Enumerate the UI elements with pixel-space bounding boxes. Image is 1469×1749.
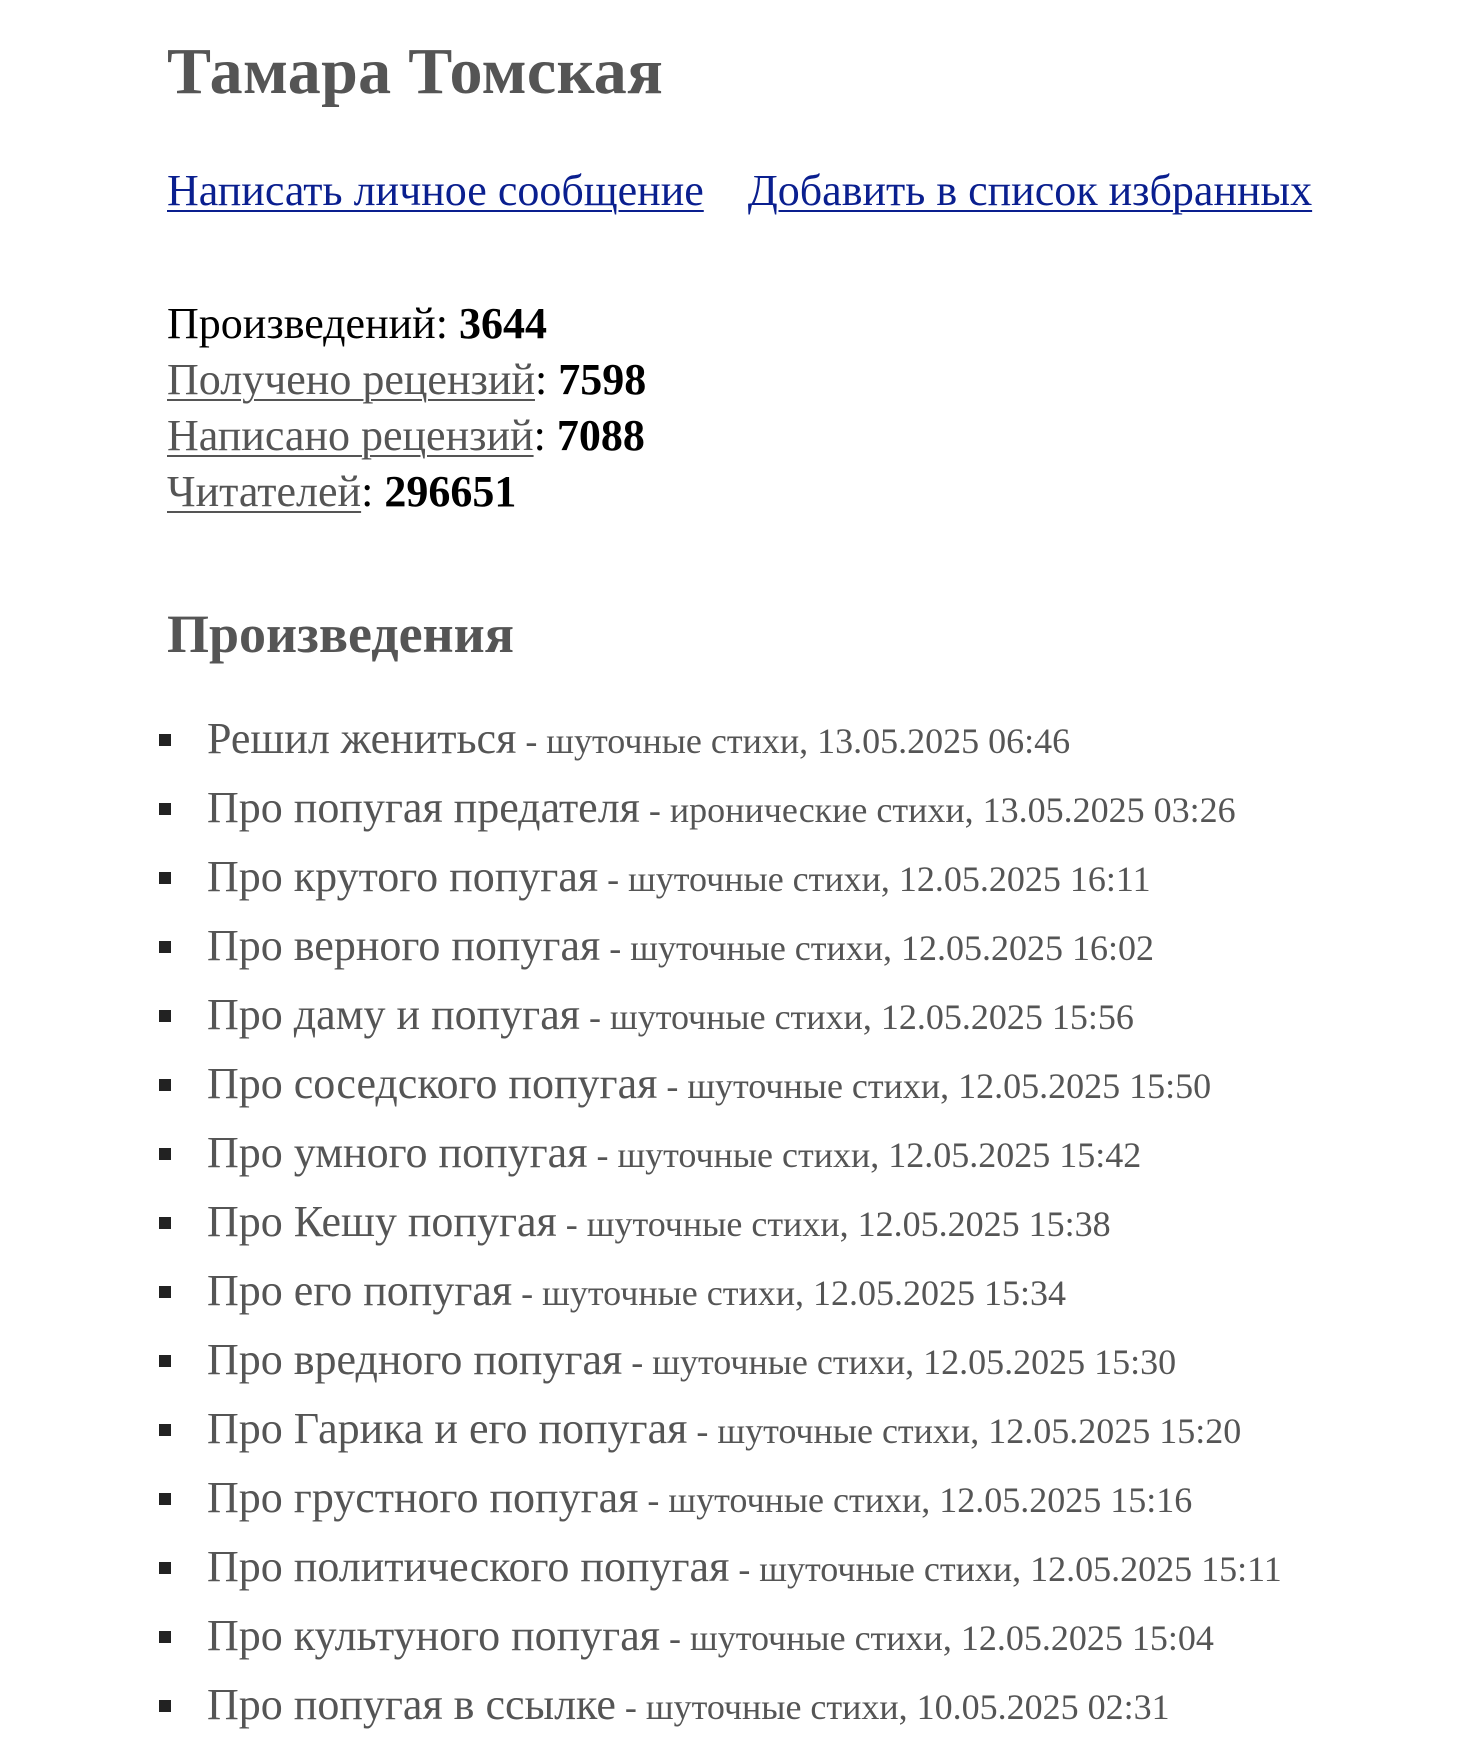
author-stats xyxy=(167,296,1447,520)
list-item xyxy=(155,1187,1447,1256)
reviews-received-link[interactable]: Получено рецензий xyxy=(167,355,535,404)
list-item xyxy=(155,704,1447,773)
author-page xyxy=(167,0,1447,1739)
work-meta: - иронические стихи, 13.05.2025 03:26 xyxy=(639,790,1236,830)
author-actions xyxy=(167,164,1447,218)
list-item xyxy=(155,842,1447,911)
bullet-icon xyxy=(159,803,171,815)
work-meta: - шуточные стихи, 12.05.2025 15:11 xyxy=(729,1549,1282,1589)
work-meta: - шуточные стихи, 13.05.2025 06:46 xyxy=(516,721,1071,761)
bullet-icon xyxy=(159,1079,171,1091)
readers-link[interactable]: Читателей xyxy=(167,467,362,516)
work-meta: - шуточные стихи, 12.05.2025 15:16 xyxy=(638,1480,1193,1520)
work-meta: - шуточные стихи, 12.05.2025 15:42 xyxy=(587,1135,1142,1175)
stat-works-label: Произведений xyxy=(167,299,436,348)
work-meta: - шуточные стихи, 12.05.2025 15:30 xyxy=(622,1342,1177,1382)
work-meta: - шуточные стихи, 12.05.2025 16:02 xyxy=(600,928,1155,968)
bullet-icon xyxy=(159,734,171,746)
work-title-link[interactable]: Про политического попугая xyxy=(207,1542,730,1591)
work-title-link[interactable]: Решил жениться xyxy=(207,714,517,763)
work-title-link[interactable]: Про попугая предателя xyxy=(207,783,640,832)
stat-readers-value: 296651 xyxy=(384,467,517,516)
work-meta: - шуточные стихи, 10.05.2025 02:31 xyxy=(615,1687,1170,1727)
work-title-link[interactable]: Про умного попугая xyxy=(207,1128,588,1177)
works-list xyxy=(155,704,1447,1739)
work-meta: - шуточные стихи, 12.05.2025 15:34 xyxy=(512,1273,1066,1313)
work-title-link[interactable]: Про соседского попугая xyxy=(207,1059,658,1108)
bullet-icon xyxy=(159,1424,171,1436)
list-item xyxy=(155,1601,1447,1670)
list-item xyxy=(155,1049,1447,1118)
work-title-link[interactable]: Про попугая в ссылке xyxy=(207,1680,616,1729)
list-item xyxy=(155,1463,1447,1532)
works-heading: Произведения xyxy=(167,604,514,664)
stat-works: Произведений: 3644 xyxy=(167,299,547,348)
work-title-link[interactable]: Про грустного попугая xyxy=(207,1473,639,1522)
work-title-link[interactable]: Про Гарика и его попугая xyxy=(207,1404,688,1453)
reviews-written-link[interactable]: Написано рецензий xyxy=(167,411,534,460)
bullet-icon xyxy=(159,872,171,884)
bullet-icon xyxy=(159,1562,171,1574)
list-item xyxy=(155,980,1447,1049)
work-meta: - шуточные стихи, 12.05.2025 15:38 xyxy=(556,1204,1111,1244)
work-title-link[interactable]: Про вредного попугая xyxy=(207,1335,623,1384)
bullet-icon xyxy=(159,1700,171,1712)
send-message-link[interactable]: Написать личное сообщение xyxy=(167,166,704,215)
list-item xyxy=(155,911,1447,980)
list-item xyxy=(155,1325,1447,1394)
bullet-icon xyxy=(159,1286,171,1298)
bullet-icon xyxy=(159,941,171,953)
add-to-favorites-link[interactable]: Добавить в список избранных xyxy=(747,166,1313,215)
work-title-link[interactable]: Про Кешу попугая xyxy=(207,1197,557,1246)
work-title-link[interactable]: Про его попугая xyxy=(207,1266,513,1315)
bullet-icon xyxy=(159,1631,171,1643)
stat-works-value: 3644 xyxy=(458,299,547,348)
work-meta: - шуточные стихи, 12.05.2025 15:50 xyxy=(657,1066,1212,1106)
list-item xyxy=(155,1532,1447,1601)
bullet-icon xyxy=(159,1217,171,1229)
stat-readers: Читателей: 296651 xyxy=(167,467,517,516)
bullet-icon xyxy=(159,1355,171,1367)
work-meta: - шуточные стихи, 12.05.2025 15:04 xyxy=(660,1618,1214,1658)
list-item xyxy=(155,1118,1447,1187)
work-meta: - шуточные стихи, 12.05.2025 15:56 xyxy=(580,997,1134,1037)
bullet-icon xyxy=(159,1148,171,1160)
list-item xyxy=(155,1394,1447,1463)
work-title-link[interactable]: Про крутого попугая xyxy=(207,852,599,901)
stat-reviews-written-value: 7088 xyxy=(556,411,645,460)
work-title-link[interactable]: Про верного попугая xyxy=(207,921,601,970)
work-meta: - шуточные стихи, 12.05.2025 15:20 xyxy=(687,1411,1242,1451)
bullet-icon xyxy=(159,1010,171,1022)
work-title-link[interactable]: Про даму и попугая xyxy=(207,990,580,1039)
work-title-link[interactable]: Про культуного попугая xyxy=(207,1611,660,1660)
bullet-icon xyxy=(159,1493,171,1505)
stat-reviews-received-value: 7598 xyxy=(558,355,647,404)
author-name: Тамара Томская xyxy=(167,35,664,108)
list-item xyxy=(155,1256,1447,1325)
stat-reviews-received: Получено рецензий: 7598 xyxy=(167,355,647,404)
list-item xyxy=(155,773,1447,842)
stat-reviews-written: Написано рецензий: 7088 xyxy=(167,411,645,460)
work-meta: - шуточные стихи, 12.05.2025 16:11 xyxy=(598,859,1151,899)
